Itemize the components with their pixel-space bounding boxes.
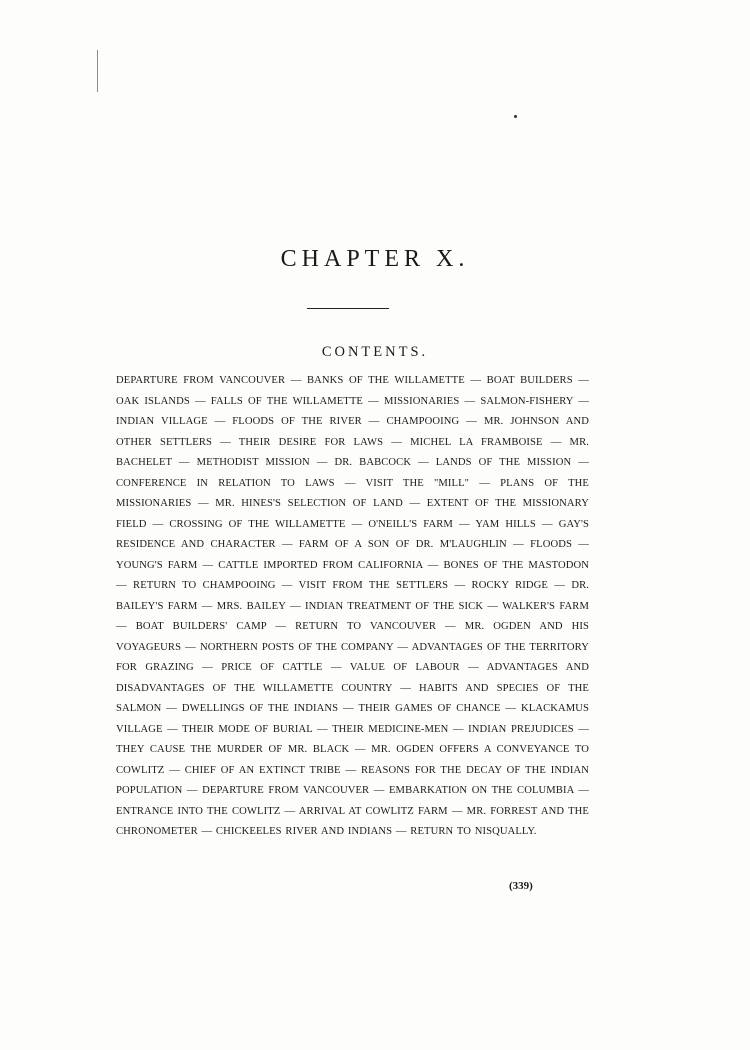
chapter-title: CHAPTER X. [280,246,470,272]
contents-heading: CONTENTS. [321,344,429,360]
title-rule [307,308,389,309]
ink-speck [514,115,517,118]
margin-mark [97,50,98,92]
page-number: (339) [509,880,533,892]
contents-summary: DEPARTURE FROM VANCOUVER — BANKS OF THE WILLAMETTE — BOAT BUILDERS — OAK ISLANDS — FALLS OF THE WILLAMETTE — MISSIONARIES — SALMON-FISHERY — INDIAN VILLAGE — FLOODS OF THE RIVER — CHAMPOOING — MR. JOHNSON AND OTHER SETTLERS — THEIR DESIRE FOR LAWS — MICHEL LA FRAMBOISE — MR. BACHELET — METHODIST MISSION — DR. BABCOCK — LANDS OF THE MISSION — CONFERENCE IN RELATION TO LAWS — VISIT THE "MILL" — PLANS OF THE MISSIONARIES — MR. HINES'S SELECTION OF LAND — EXTENT OF THE MISSIONARY FIELD — CROSSING OF THE WILLAMETTE — O'NEILL'S FARM — YAM HILLS — GAY'S RESIDENCE AND CHARACTER — FARM OF A SON OF DR. M'LAUGHLIN — FLOODS — YOUNG'S FARM — CATTLE IMPORTED FROM CALIFORNIA — BONES OF THE MASTODON — RETURN TO CHAMPOOING — VISIT FROM THE SETTLERS — ROCKY RIDGE — DR. BAILEY'S FARM — MRS. BAILEY — INDIAN TREATMENT OF THE SICK — WALKER'S FARM — BOAT BUILDERS' CAMP — RETURN TO VANCOUVER — MR. OGDEN AND HIS VOYAGEURS — NORTHERN POSTS OF THE COMPANY — ADVANTAGES OF THE TERRITORY FOR GRAZING — PRICE OF CATTLE — VALUE OF LABOUR — ADVANTAGES AND DISADVANTAGES OF THE WILLAMETTE COUNTRY — HABITS AND SPECIES OF THE SALMON — DWELLINGS OF THE INDIANS — THEIR GAMES OF CHANCE — KLACKAMUS VILLAGE — THEIR MODE OF BURIAL — THEIR MEDICINE-MEN — INDIAN PREJUDICES — THEY CAUSE THE MURDER OF MR. BLACK — MR. OGDEN OFFERS A CONVEYANCE TO COWLITZ — CHIEF OF AN EXTINCT TRIBE — REASONS FOR THE DECAY OF THE INDIAN POPULATION — DEPARTURE FROM VANCOUVER — EMBARKATION ON THE COLUMBIA — ENTRANCE INTO THE COWLITZ — ARRIVAL AT COWLITZ FARM — MR. FORREST AND THE CHRONOMETER — CHICKEELES RIVER AND INDIANS — RETURN TO NISQUALLY. [116,375,589,837]
